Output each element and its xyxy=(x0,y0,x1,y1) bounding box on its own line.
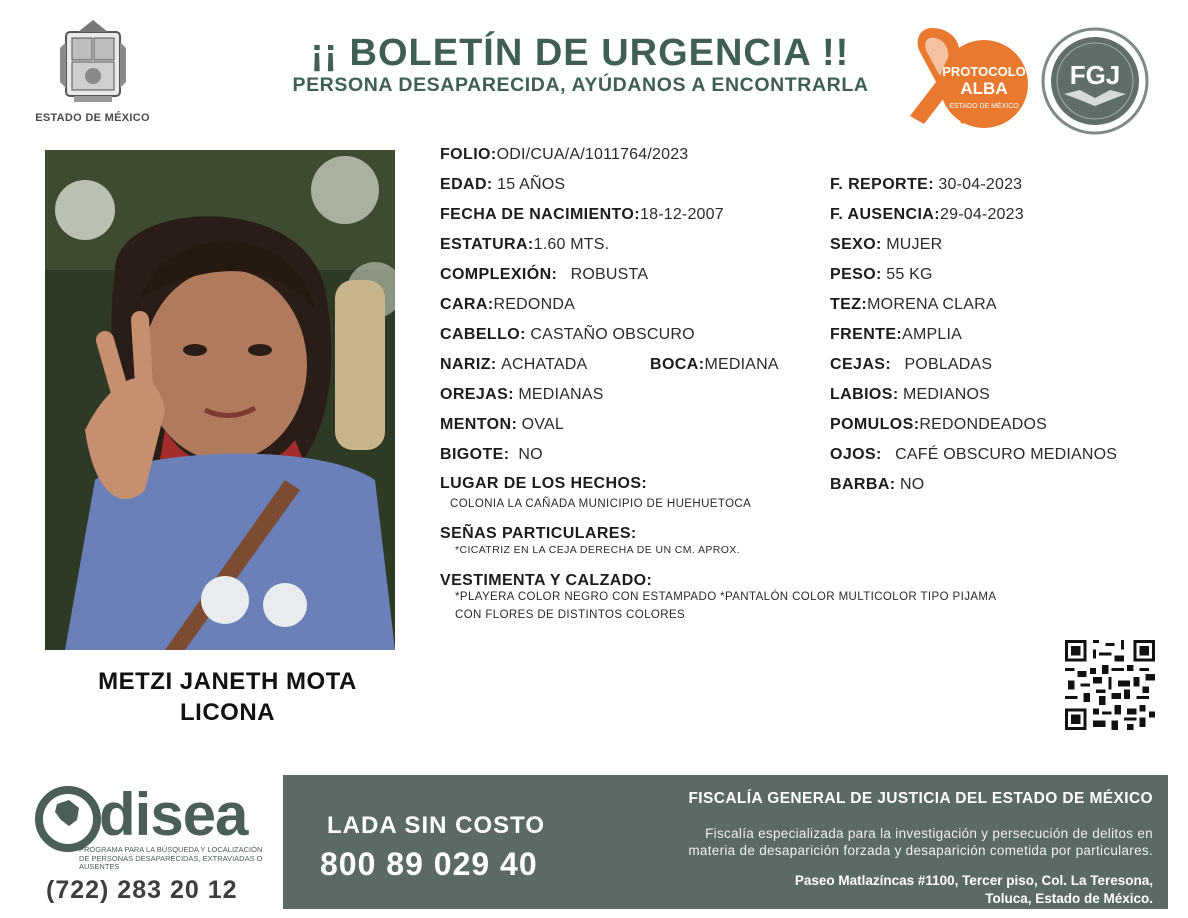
folio-label: FOLIO: xyxy=(440,146,497,163)
odisea-description: PROGRAMA PARA LA BÚSQUEDA Y LOCALIZACIÓN DE PERSONAS DESAPARECIDAS, EXTRAVIADAS O AUSENTES xyxy=(79,845,263,871)
alba-line3: ESTADO DE MÉXICO xyxy=(949,103,1019,110)
pomulos-label: POMULOS: xyxy=(830,416,920,433)
cara-value: REDONDA xyxy=(493,296,575,313)
cara-label: CARA: xyxy=(440,296,494,313)
field-ojos xyxy=(830,445,1117,465)
person-name-line2: LICONA xyxy=(180,699,275,726)
sexo-value: MUJER xyxy=(886,236,943,253)
odisea-phone[interactable]: (722) 283 20 12 xyxy=(46,876,238,904)
vestimenta-line2: CON FLORES DE DISTINTOS COLORES xyxy=(455,609,686,621)
field-barba xyxy=(830,475,924,495)
fgj-logo-text: FGJ xyxy=(1069,60,1121,90)
field-labios xyxy=(830,385,990,405)
tez-label: TEZ: xyxy=(830,296,868,313)
orejas-label: OREJAS: xyxy=(440,386,514,403)
f-reporte-value: 30-04-2023 xyxy=(938,176,1023,193)
field-cejas xyxy=(830,355,992,375)
fgj-description xyxy=(605,825,1153,859)
person-name-line1: METZI JANETH MOTA xyxy=(98,668,357,695)
menton-value: OVAL xyxy=(521,416,564,433)
edad-value: 15 AÑOS xyxy=(497,176,566,193)
boca-value: MEDIANA xyxy=(704,356,779,373)
bulletin-title: ¡¡ BOLETÍN DE URGENCIA !! xyxy=(310,32,850,74)
fgj-title: FISCALÍA GENERAL DE JUSTICIA DEL ESTADO DE MÉXICO xyxy=(688,790,1153,807)
boca-label: BOCA: xyxy=(650,356,705,373)
field-edad xyxy=(440,175,565,195)
cabello-value: CASTAÑO OBSCURO xyxy=(530,326,695,343)
fgj-address xyxy=(660,872,1153,908)
lada-label: LADA SIN COSTO xyxy=(327,812,546,839)
estatura-value: 1.60 MTS. xyxy=(533,236,610,253)
sexo-label: SEXO: xyxy=(830,236,882,253)
field-complexion xyxy=(440,265,648,285)
folio-value: ODI/CUA/A/1011764/2023 xyxy=(496,146,689,163)
field-f-ausencia xyxy=(830,205,1024,225)
person-name xyxy=(50,666,405,728)
field-fecha-nacimiento xyxy=(440,205,724,225)
nariz-value: ACHATADA xyxy=(501,356,588,373)
complexion-value: ROBUSTA xyxy=(570,266,649,283)
edad-label: EDAD: xyxy=(440,176,493,193)
field-folio xyxy=(440,145,688,165)
address-line1: Paseo Matlazíncas #1100, Tercer piso, Col. La Teresona, xyxy=(794,873,1153,888)
menton-label: MENTON: xyxy=(440,416,518,433)
fecha-nacimiento-label: FECHA DE NACIMIENTO: xyxy=(440,206,640,223)
tez-value: MORENA CLARA xyxy=(867,296,997,313)
frente-label: FRENTE: xyxy=(830,326,903,343)
lada-phone[interactable]: 800 89 029 40 xyxy=(320,846,538,882)
labios-value: MEDIANOS xyxy=(903,386,990,403)
qr-code-icon[interactable] xyxy=(1065,640,1155,730)
barba-label: BARBA: xyxy=(830,476,896,493)
alba-line1: PROTOCOLO xyxy=(942,64,1026,79)
frente-value: AMPLIA xyxy=(902,326,963,343)
fgj-desc-line1: Fiscalía especializada para la investigación y persecución de delitos en xyxy=(705,826,1153,841)
lugar-label: LUGAR DE LOS HECHOS: xyxy=(440,475,648,492)
vestimenta-line1: *PLAYERA COLOR NEGRO CON ESTAMPADO *PANTALÓN COLOR MULTICOLOR TIPO PIJAMA xyxy=(455,591,997,603)
fgj-logo xyxy=(1040,26,1150,136)
odisea-map-icon xyxy=(35,786,101,852)
field-nariz xyxy=(440,355,587,375)
protocolo-alba-logo xyxy=(900,20,1030,134)
nariz-label: NARIZ: xyxy=(440,356,497,373)
address-line2: Toluca, Estado de México. xyxy=(985,891,1153,906)
ojos-label: OJOS: xyxy=(830,446,882,463)
cejas-label: CEJAS: xyxy=(830,356,892,373)
field-bigote xyxy=(440,445,543,465)
state-label: ESTADO DE MÉXICO xyxy=(35,112,150,124)
senas-label: SEÑAS PARTICULARES: xyxy=(440,525,637,542)
coat-of-arms-icon xyxy=(52,18,134,104)
field-frente xyxy=(830,325,962,345)
complexion-label: COMPLEXIÓN: xyxy=(440,266,558,283)
missing-person-photo xyxy=(45,150,395,650)
field-sexo xyxy=(830,235,942,255)
cejas-value: POBLADAS xyxy=(904,356,993,373)
field-pomulos xyxy=(830,415,1047,435)
field-menton xyxy=(440,415,564,435)
vestimenta-label: VESTIMENTA Y CALZADO: xyxy=(440,572,653,589)
cabello-label: CABELLO: xyxy=(440,326,526,343)
field-peso xyxy=(830,265,933,285)
estado-de-mexico-logo xyxy=(30,18,155,130)
bigote-value: NO xyxy=(518,446,543,463)
f-ausencia-label: F. AUSENCIA: xyxy=(830,206,940,223)
estatura-label: ESTATURA: xyxy=(440,236,534,253)
labios-label: LABIOS: xyxy=(830,386,899,403)
barba-value: NO xyxy=(899,476,925,493)
bigote-label: BIGOTE: xyxy=(440,446,510,463)
field-tez xyxy=(830,295,997,315)
field-cabello xyxy=(440,325,695,345)
orejas-value: MEDIANAS xyxy=(518,386,604,403)
fecha-nacimiento-value: 18-12-2007 xyxy=(640,206,724,223)
field-boca xyxy=(650,355,779,375)
lugar-value: COLONIA LA CAÑADA MUNICIPIO DE HUEHUETOCA xyxy=(450,498,752,510)
field-f-reporte xyxy=(830,175,1022,195)
fgj-desc-line2: materia de desaparición forzada y desaparición cometida por particulares. xyxy=(688,843,1153,858)
pomulos-value: REDONDEADOS xyxy=(919,416,1047,433)
field-estatura xyxy=(440,235,609,255)
field-orejas xyxy=(440,385,604,405)
bulletin-subtitle: PERSONA DESAPARECIDA, AYÚDANOS A ENCONTRARLA xyxy=(292,74,869,96)
odisea-word: disea xyxy=(99,781,248,848)
peso-value: 55 KG xyxy=(886,266,933,283)
f-reporte-label: F. REPORTE: xyxy=(830,176,934,193)
peso-label: PESO: xyxy=(830,266,882,283)
ojos-value: CAFÉ OBSCURO MEDIANOS xyxy=(895,446,1118,463)
senas-value: *CICATRIZ EN LA CEJA DERECHA DE UN CM. APROX. xyxy=(455,544,741,556)
f-ausencia-value: 29-04-2023 xyxy=(940,206,1024,223)
field-cara xyxy=(440,295,575,315)
odisea-logo xyxy=(35,781,275,876)
alba-line2: ALBA xyxy=(960,79,1008,98)
